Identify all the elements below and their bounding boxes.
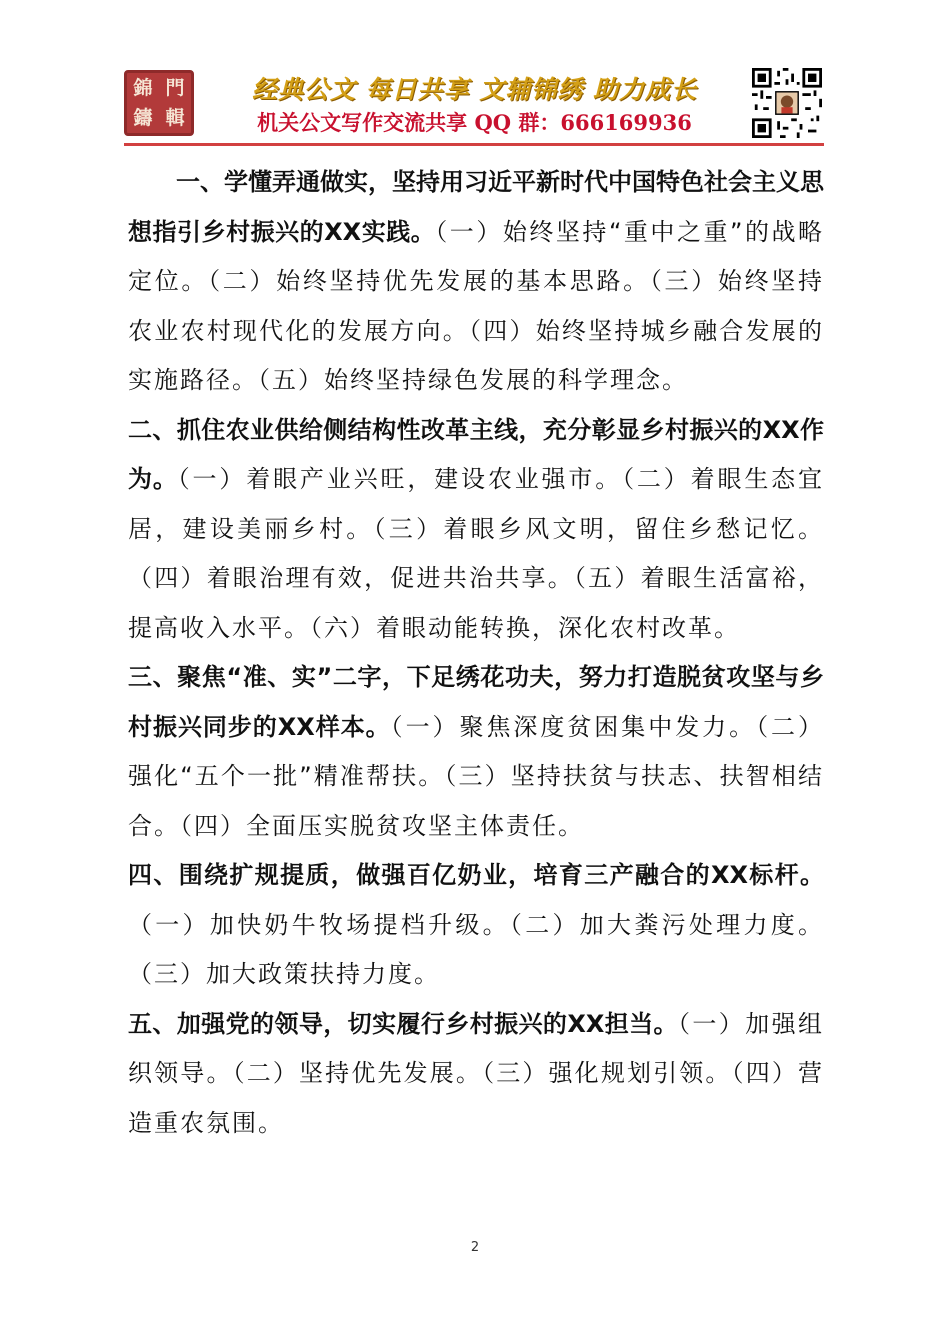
logo-char: 門: [165, 76, 185, 99]
section-heading: 四、围绕扩规提质，做强百亿奶业，培育三产融合的XX标杆。: [128, 861, 824, 889]
qr-code-icon: [752, 68, 822, 138]
logo-char: 鑄: [133, 106, 153, 129]
section-paragraph: [128, 158, 824, 406]
header-banner: [0, 0, 950, 150]
section-paragraph: [128, 851, 824, 1000]
section-heading: 一、学懂弄通做实，坚持用习近平新时代中国特色社会主义思想指引乡村振兴的XX实践。: [128, 168, 824, 246]
header-qq-group: 机关公文写作交流共享 QQ 群：666169936: [257, 110, 692, 135]
section-body: （一）加快奶牛牧场提档升级。（二）加大粪污处理力度。（三）加大政策扶持力度。: [128, 910, 824, 988]
section-paragraph: [128, 653, 824, 851]
section-paragraph: [128, 406, 824, 654]
section-body: （一）始终坚持“重中之重”的战略定位。（二）始终坚持优先发展的基本思路。（三）始终坚持农业农村现代化的发展方向。（四）始终坚持城乡融合发展的实施路径。（五）始终坚持绿色发展的科学理念。: [128, 217, 824, 394]
section-paragraph: [128, 1000, 824, 1149]
section-body: （一）着眼产业兴旺，建设农业强市。（二）着眼生态宜居，建设美丽乡村。（三）着眼乡风文明，留住乡愁记忆。（四）着眼治理有效，促进共治共享。（五）着眼生活富裕，提高收入水平。（六）着眼动能转换，深化农村改革。: [128, 465, 825, 642]
document-body: [128, 158, 824, 1148]
section-heading: 二、抓住农业供给侧结构性改革主线，充分彰显乡村振兴的XX作为。: [128, 415, 824, 493]
page-number: 2: [470, 1240, 480, 1255]
brand-logo: [124, 70, 194, 136]
section-body: （一）聚焦深度贫困集中发力。（二）强化“五个一批”精准帮扶。（三）坚持扶贫与扶志、扶智相结合。（四）全面压实脱贫攻坚主体责任。: [128, 712, 824, 840]
section-heading: 三、聚焦“准、实”二字，下足绣花功夫，努力打造脱贫攻坚与乡村振兴同步的XX样本。: [128, 663, 824, 741]
logo-char: 錦: [133, 76, 153, 99]
header-divider: [124, 143, 824, 146]
logo-char: 輯: [165, 106, 185, 129]
header-slogan: 经典公文 每日共享 文辅锦绣 助力成长: [251, 75, 698, 104]
section-body: （一）加强组织领导。（二）坚持优先发展。（三）强化规划引领。（四）营造重农氛围。: [128, 1009, 825, 1137]
section-heading: 五、加强党的领导，切实履行乡村振兴的XX担当。: [128, 1009, 678, 1038]
